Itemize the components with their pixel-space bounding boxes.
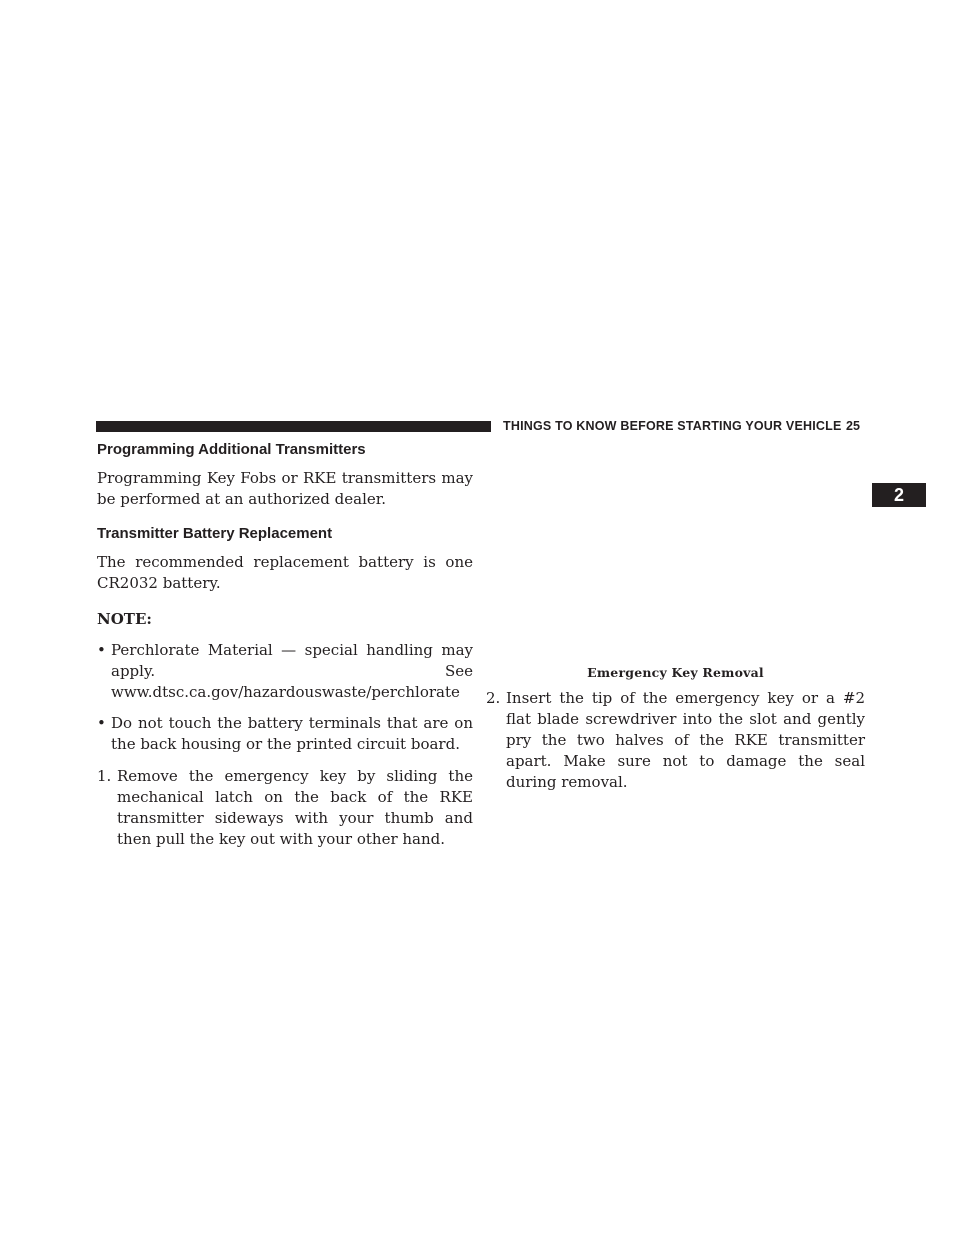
step-text: Remove the emergency key by sliding the mechanical latch on the back of the RKE transmitter sideways with your thumb and then pull the key out with your other hand.	[117, 767, 473, 848]
step-2	[486, 688, 865, 793]
bullet-item-perchlorate	[97, 640, 473, 703]
left-column	[97, 440, 473, 850]
figure-caption: Emergency Key Removal	[587, 665, 764, 680]
heading-programming-transmitters: Programming Additional Transmitters	[97, 441, 366, 458]
bullet-icon: •	[97, 641, 106, 659]
note-label: NOTE:	[97, 610, 152, 628]
step-number: 1.	[97, 767, 112, 785]
heading-battery-replacement: Transmitter Battery Replacement	[97, 525, 333, 542]
section-title: THINGS TO KNOW BEFORE STARTING YOUR VEHICLE	[503, 419, 842, 433]
bullet-text: Do not touch the battery terminals that are on the back housing or the printed circuit board.	[111, 714, 473, 753]
right-column	[486, 665, 865, 793]
paragraph-battery: The recommended replacement battery is one CR2032 battery.	[97, 553, 473, 592]
bullet-text: Perchlorate Material — special handling may apply. See www.dtsc.ca.gov/hazardouswaste/perchlorate	[111, 641, 473, 701]
step-number: 2.	[486, 689, 501, 707]
paragraph-programming: Programming Key Fobs or RKE transmitters may be performed at an authorized dealer.	[97, 469, 473, 508]
page-number: 25	[846, 419, 860, 433]
header-rule	[96, 421, 491, 432]
chapter-tab: 2	[872, 483, 926, 507]
step-1	[97, 766, 473, 850]
bullet-icon: •	[97, 714, 106, 732]
step-text: Insert the tip of the emergency key or a #2 flat blade screwdriver into the slot and gently pry the two halves of the RKE transmitter apart. Make sure not to damage the seal during removal.	[506, 689, 865, 791]
bullet-item-terminals	[97, 713, 473, 755]
